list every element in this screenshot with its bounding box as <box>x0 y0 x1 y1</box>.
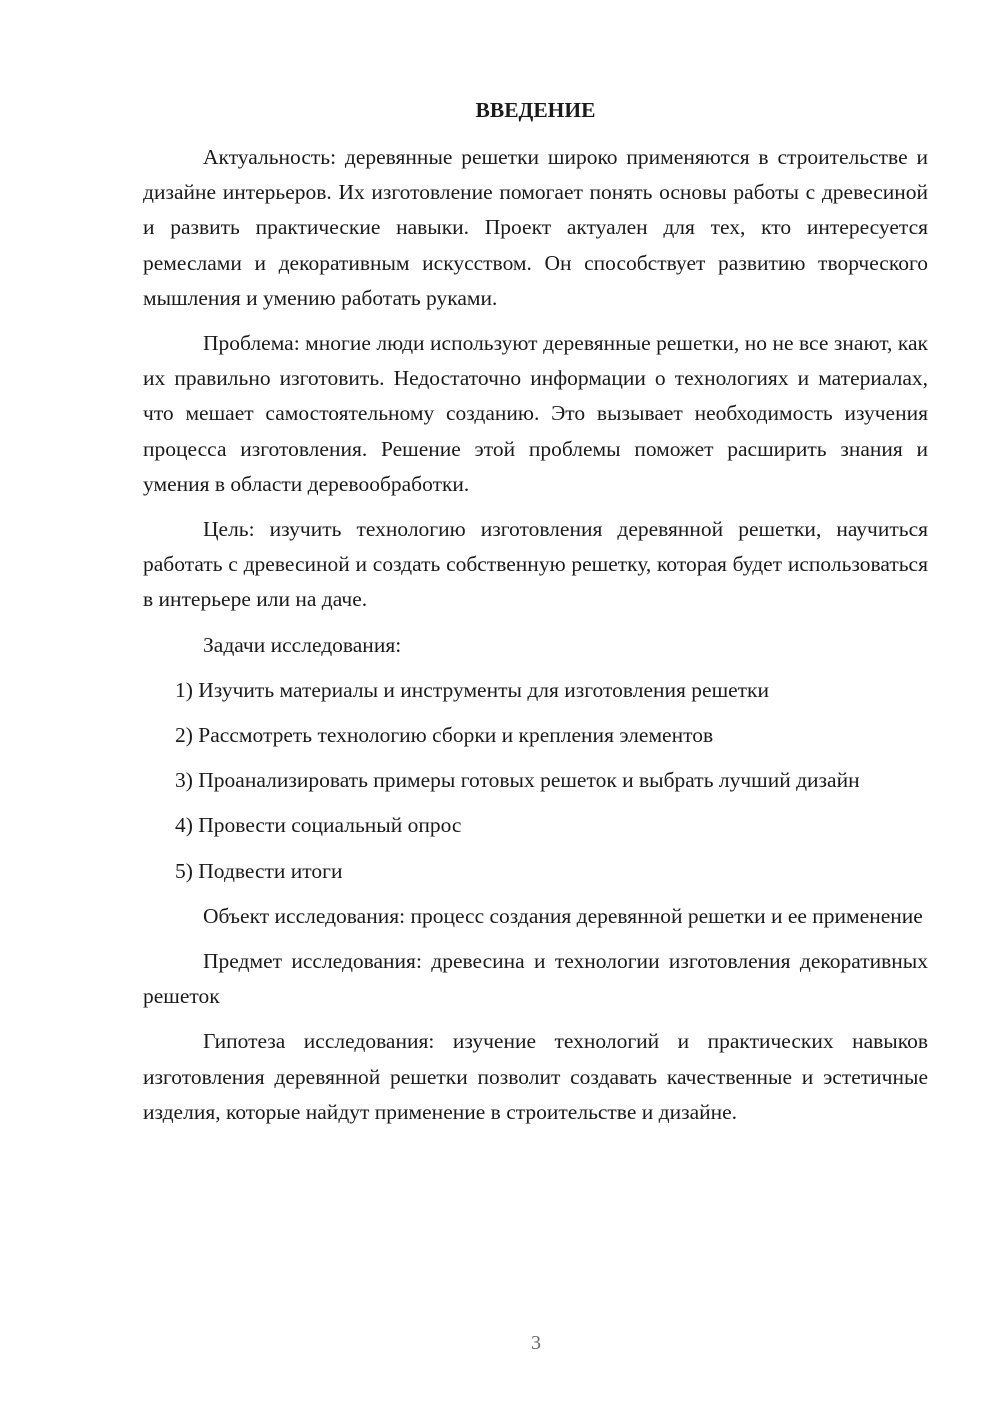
paragraph-goal: Цель: изучить технологию изготовления деревянной решетки, научиться работать с древесиной и создать собственную решетку, которая будет использоваться в интерьере или на даче. <box>143 517 928 612</box>
task-item-4: 4) Провести социальный опрос <box>175 813 462 838</box>
task-item-3: 3) Проанализировать примеры готовых решеток и выбрать лучший дизайн <box>175 768 860 793</box>
tasks-heading: Задачи исследования: <box>203 632 402 657</box>
paragraph-relevance: Актуальность: деревянные решетки широко применяются в строительстве и дизайне интерьеров. Их изготовление помогает понять основы работы с древесиной и развить практические навыки. Проект актуален для тех, кто интересуется ремеслами и декоративным искусством. Он способствует развитию творческого мышления и умению работать руками. <box>143 145 928 310</box>
task-item-5: 5) Подвести итоги <box>175 858 343 883</box>
paragraph-subject: Предмет исследования: древесина и технологии изготовления декоративных решеток <box>143 949 928 1009</box>
paragraph-hypothesis: Гипотеза исследования: изучение технологий и практических навыков изготовления деревянной решетки позволит создавать качественные и эстетичные изделия, которые найдут применение в строительстве и дизайне. <box>143 1029 928 1124</box>
paragraph-object: Объект исследования: процесс создания деревянной решетки и ее применение <box>203 903 923 928</box>
task-item-1: 1) Изучить материалы и инструменты для изготовления решетки <box>175 677 770 702</box>
section-title: ВВЕДЕНИЕ <box>475 98 596 122</box>
task-item-2: 2) Рассмотреть технологию сборки и крепления элементов <box>175 723 714 748</box>
paragraph-problem: Проблема: многие люди используют деревянные решетки, но не все знают, как их правильно изготовить. Недостаточно информации о технологиях и материалах, что мешает самостоятельному созданию. Это вызывает необходимость изучения процесса изготовления. Решение этой проблемы поможет расширить знания и умения в области деревообработки. <box>143 331 928 496</box>
page-content <box>143 94 928 1140</box>
page-number: 3 <box>531 1332 541 1354</box>
